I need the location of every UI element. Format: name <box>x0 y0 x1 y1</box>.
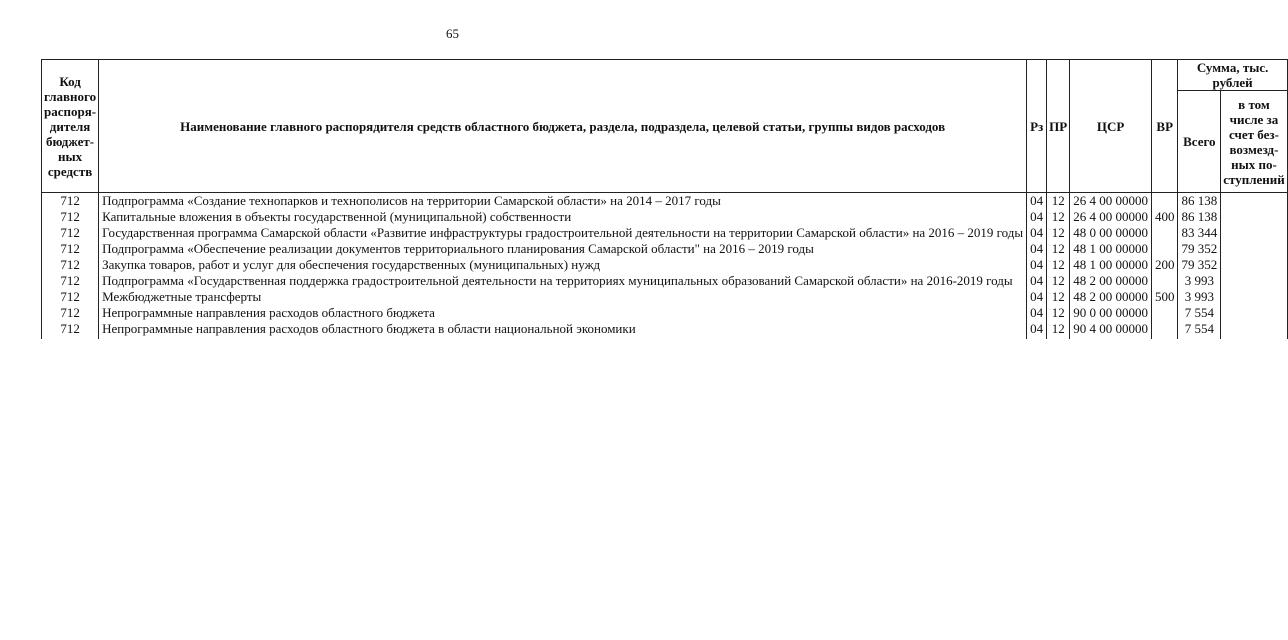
cell-rz: 04 <box>1027 257 1047 273</box>
header-code: Код главного распоря-дителя бюджет-ных средств <box>42 60 99 193</box>
cell-rz: 04 <box>1027 193 1047 210</box>
table-row <box>42 289 1288 305</box>
cell-gratuitous <box>1221 273 1288 289</box>
cell-total: 7 554 <box>1178 305 1221 321</box>
header-pr: ПР <box>1047 60 1070 193</box>
header-gratuitous: в том числе за счет без-возмезд-ных по-ступлений <box>1221 91 1288 193</box>
cell-pr: 12 <box>1047 209 1070 225</box>
cell-vr: 200 <box>1151 257 1178 273</box>
cell-name: Подпрограмма «Обеспечение реализации документов территориального планирования Самарской области" на 2016 – 2019 годы <box>99 241 1027 257</box>
cell-gratuitous <box>1221 209 1288 225</box>
cell-total: 79 352 <box>1178 241 1221 257</box>
cell-csr: 26 4 00 00000 <box>1070 193 1152 210</box>
cell-gratuitous <box>1221 321 1288 339</box>
cell-csr: 48 2 00 00000 <box>1070 289 1152 305</box>
cell-total: 86 138 <box>1178 193 1221 210</box>
header-vr: ВР <box>1151 60 1178 193</box>
cell-vr <box>1151 321 1178 339</box>
table-row <box>42 257 1288 273</box>
cell-total: 86 138 <box>1178 209 1221 225</box>
cell-rz: 04 <box>1027 209 1047 225</box>
cell-name: Подпрограмма «Государственная поддержка градостроительной деятельности на территориях муниципальных образований Самарской области» на 2016-2019 годы <box>99 273 1027 289</box>
cell-gratuitous <box>1221 257 1288 273</box>
budget-table <box>41 59 1288 339</box>
cell-vr <box>1151 305 1178 321</box>
cell-vr <box>1151 273 1178 289</box>
cell-csr: 48 0 00 00000 <box>1070 225 1152 241</box>
cell-name: Капитальные вложения в объекты государственной (муниципальной) собственности <box>99 209 1027 225</box>
cell-vr <box>1151 193 1178 210</box>
header-rz: Рз <box>1027 60 1047 193</box>
cell-code: 712 <box>42 289 99 305</box>
cell-name: Межбюджетные трансферты <box>99 289 1027 305</box>
cell-gratuitous <box>1221 241 1288 257</box>
table-row <box>42 273 1288 289</box>
cell-vr <box>1151 241 1178 257</box>
table-row <box>42 225 1288 241</box>
cell-name: Закупка товаров, работ и услуг для обеспечения государственных (муниципальных) нужд <box>99 257 1027 273</box>
cell-pr: 12 <box>1047 305 1070 321</box>
cell-gratuitous <box>1221 193 1288 210</box>
table-body <box>42 193 1288 340</box>
cell-csr: 48 1 00 00000 <box>1070 257 1152 273</box>
cell-name: Государственная программа Самарской области «Развитие инфраструктуры градостроительной деятельности на территории Самарской области» на 2016 – 2019 годы <box>99 225 1027 241</box>
table-row <box>42 209 1288 225</box>
header-name: Наименование главного распорядителя средств областного бюджета, раздела, подраздела, целевой статьи, группы видов расходов <box>99 60 1027 193</box>
header-total: Всего <box>1178 91 1221 193</box>
table-row <box>42 321 1288 339</box>
cell-code: 712 <box>42 321 99 339</box>
cell-code: 712 <box>42 225 99 241</box>
cell-code: 712 <box>42 273 99 289</box>
cell-code: 712 <box>42 209 99 225</box>
cell-pr: 12 <box>1047 257 1070 273</box>
cell-csr: 90 4 00 00000 <box>1070 321 1152 339</box>
cell-code: 712 <box>42 257 99 273</box>
cell-total: 7 554 <box>1178 321 1221 339</box>
table-row <box>42 305 1288 321</box>
cell-total: 83 344 <box>1178 225 1221 241</box>
cell-csr: 26 4 00 00000 <box>1070 209 1152 225</box>
cell-csr: 90 0 00 00000 <box>1070 305 1152 321</box>
cell-rz: 04 <box>1027 241 1047 257</box>
cell-gratuitous <box>1221 305 1288 321</box>
header-csr: ЦСР <box>1070 60 1152 193</box>
cell-code: 712 <box>42 241 99 257</box>
cell-name: Подпрограмма «Создание технопарков и технополисов на территории Самарской области» на 2014 – 2017 годы <box>99 193 1027 210</box>
cell-rz: 04 <box>1027 305 1047 321</box>
cell-vr <box>1151 225 1178 241</box>
table-row <box>42 241 1288 257</box>
cell-pr: 12 <box>1047 225 1070 241</box>
cell-total: 3 993 <box>1178 273 1221 289</box>
cell-rz: 04 <box>1027 273 1047 289</box>
header-sum: Сумма, тыс. рублей <box>1178 60 1287 91</box>
cell-code: 712 <box>42 193 99 210</box>
cell-rz: 04 <box>1027 289 1047 305</box>
cell-csr: 48 1 00 00000 <box>1070 241 1152 257</box>
cell-rz: 04 <box>1027 225 1047 241</box>
cell-vr: 400 <box>1151 209 1178 225</box>
cell-code: 712 <box>42 305 99 321</box>
page-number: 65 <box>446 26 459 41</box>
cell-pr: 12 <box>1047 193 1070 210</box>
cell-gratuitous <box>1221 289 1288 305</box>
cell-csr: 48 2 00 00000 <box>1070 273 1152 289</box>
cell-pr: 12 <box>1047 289 1070 305</box>
cell-name: Непрограммные направления расходов областного бюджета в области национальной экономики <box>99 321 1027 339</box>
cell-total: 3 993 <box>1178 289 1221 305</box>
cell-name: Непрограммные направления расходов областного бюджета <box>99 305 1027 321</box>
cell-total: 79 352 <box>1178 257 1221 273</box>
cell-rz: 04 <box>1027 321 1047 339</box>
cell-gratuitous <box>1221 225 1288 241</box>
cell-pr: 12 <box>1047 241 1070 257</box>
table-row <box>42 193 1288 210</box>
cell-pr: 12 <box>1047 321 1070 339</box>
cell-vr: 500 <box>1151 289 1178 305</box>
cell-pr: 12 <box>1047 273 1070 289</box>
